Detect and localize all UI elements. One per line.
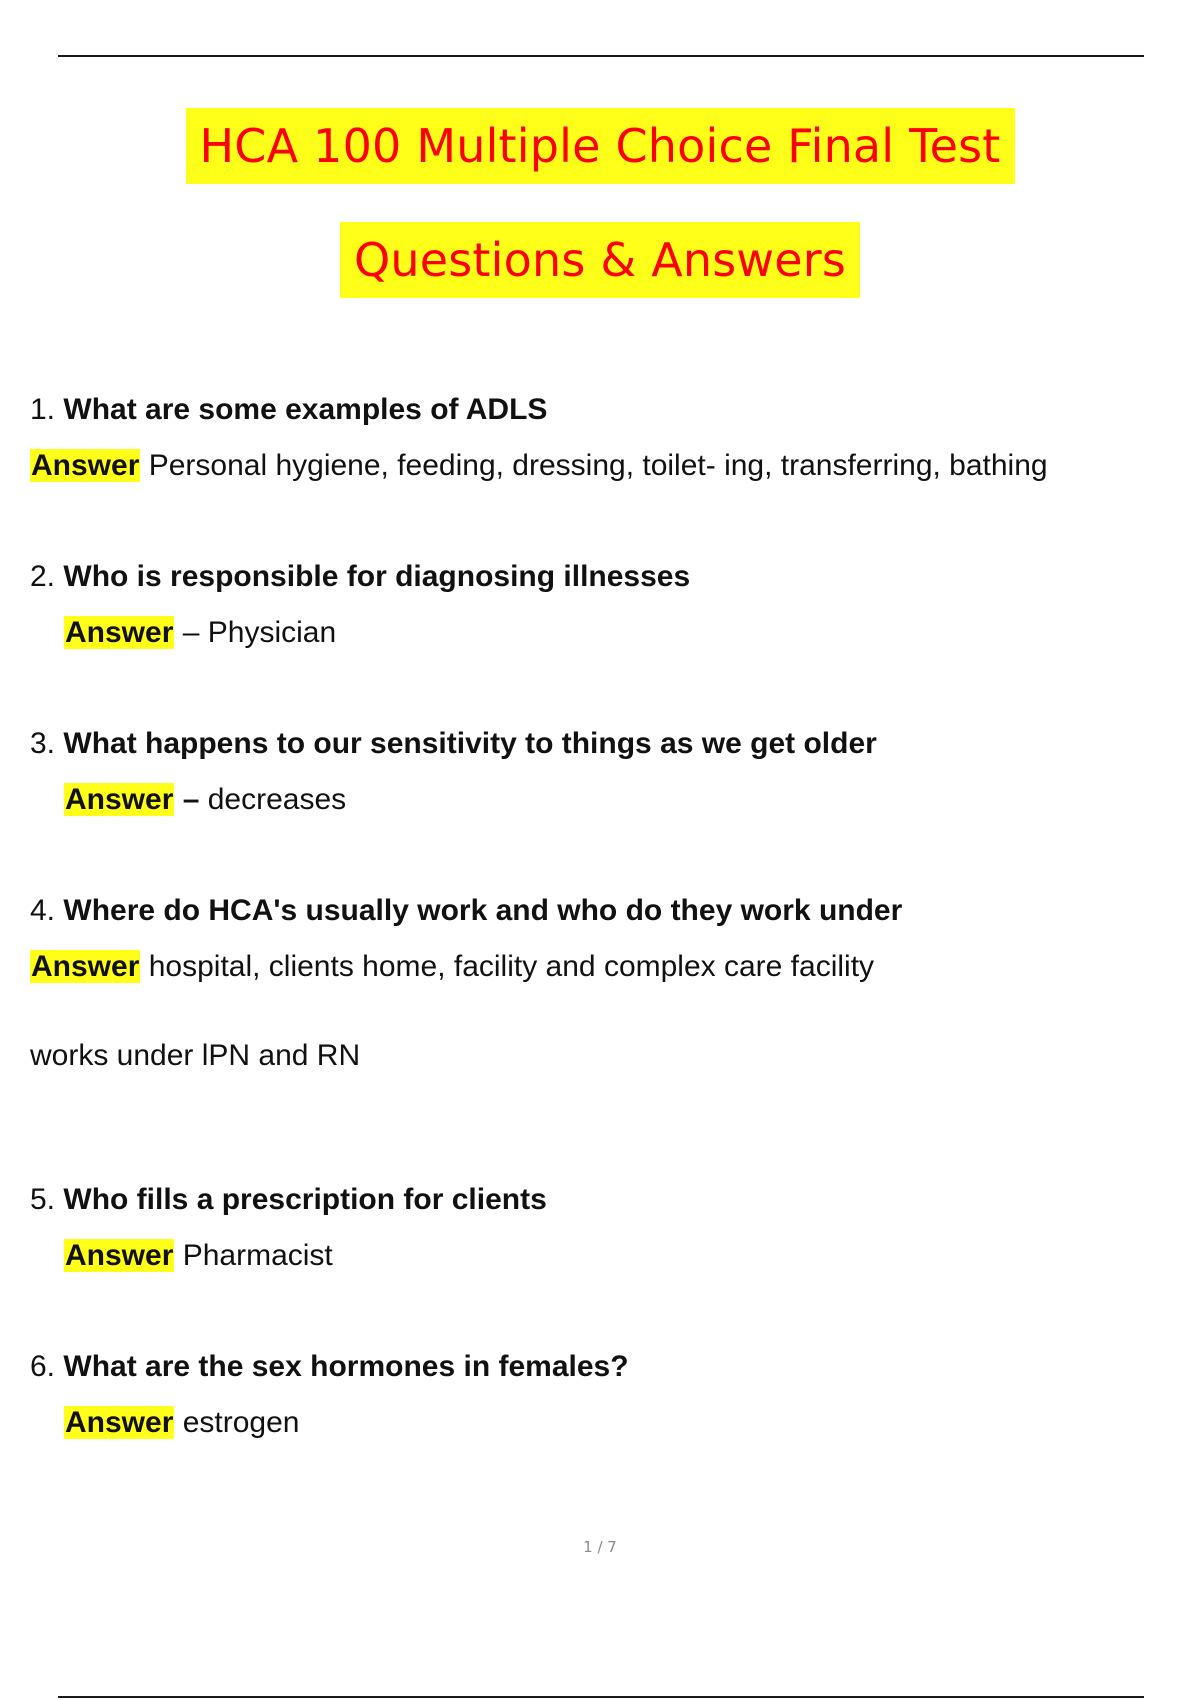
title-line-2: [0, 222, 1200, 298]
question-number: 1.: [30, 393, 56, 426]
question-number: 2.: [30, 560, 56, 593]
answer-text: Personal hygiene, feeding, dressing, toilet- ing, transferring, bathing: [148, 449, 1048, 482]
answer-label: Answer: [65, 616, 174, 649]
answer-separator: –: [182, 616, 200, 649]
question-1: [30, 392, 547, 428]
page-number: 1 / 7: [583, 1538, 617, 1556]
answer-3: [64, 782, 346, 818]
answer-separator: –: [182, 783, 200, 816]
question-text: Where do HCA's usually work and who do they work under: [63, 894, 903, 927]
answer-4: [30, 949, 874, 985]
question-2: [30, 559, 690, 595]
question-text: Who fills a prescription for clients: [63, 1183, 547, 1216]
answer-text: hospital, clients home, facility and complex care facility: [148, 950, 875, 983]
question-6: [30, 1349, 629, 1385]
answer-text: estrogen: [182, 1406, 300, 1439]
document-subtitle: Questions & Answers: [340, 222, 860, 298]
answer-text: Physician: [207, 616, 337, 649]
answer-6: [64, 1405, 299, 1441]
question-number: 6.: [30, 1350, 56, 1383]
question-5: [30, 1182, 547, 1218]
answer-2: [64, 615, 336, 651]
question-4: [30, 893, 902, 929]
question-text: What happens to our sensitivity to things as we get older: [63, 727, 877, 760]
answer-label: Answer: [31, 950, 140, 983]
answer-label: Answer: [65, 1406, 174, 1439]
question-text: What are some examples of ADLS: [63, 393, 548, 426]
answer-1: [30, 448, 1048, 484]
title-line-1: [0, 108, 1200, 184]
question-number: 4.: [30, 894, 56, 927]
answer-text: decreases: [207, 783, 347, 816]
answer-label: Answer: [65, 1239, 174, 1272]
answer-label: Answer: [31, 449, 140, 482]
question-3: [30, 726, 877, 762]
document-title: HCA 100 Multiple Choice Final Test: [186, 108, 1015, 184]
question-text: Who is responsible for diagnosing illnesses: [63, 560, 691, 593]
answer-text: Pharmacist: [182, 1239, 333, 1272]
question-text: What are the sex hormones in females?: [63, 1350, 629, 1383]
answer-5: [64, 1238, 333, 1274]
answer-label: Answer: [65, 783, 174, 816]
top-rule: [58, 55, 1144, 57]
question-number: 3.: [30, 727, 56, 760]
answer-4-continuation: works under lPN and RN: [30, 1039, 361, 1072]
question-number: 5.: [30, 1183, 56, 1216]
bottom-rule: [58, 1696, 1144, 1698]
